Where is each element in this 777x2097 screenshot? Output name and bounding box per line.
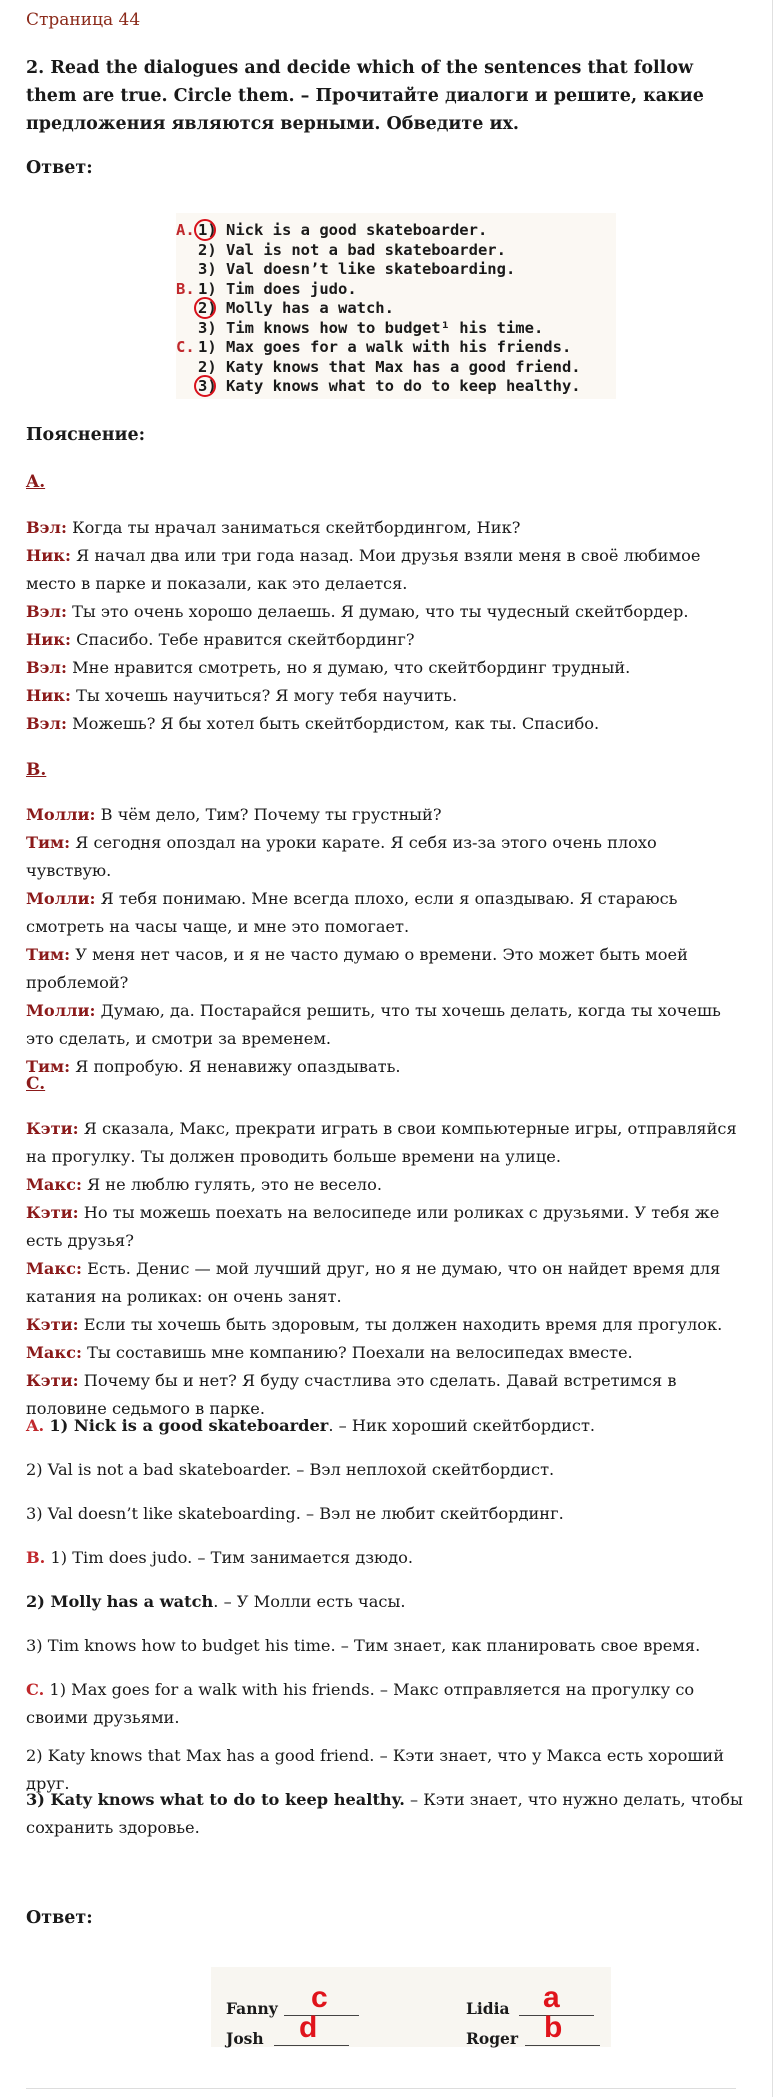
dialogue-line — [26, 682, 746, 710]
section-label-b: B. — [26, 760, 47, 780]
dialogue-text: Можешь? Я бы хотел быть скейтбордистом, как ты. Спасибо. — [66, 714, 600, 733]
exercise-number: 3) — [198, 318, 217, 337]
dialogue-text: Я сегодня опоздал на уроки карате. Я себя из-за этого очень плохо чувствую. — [26, 833, 657, 880]
dialogue-line — [26, 1053, 746, 1081]
answer-russian: – Вэл не любит скейтбординг. — [300, 1504, 564, 1523]
dialogue-b — [26, 801, 746, 1081]
answer-russian: . – Ник хороший скейтбордист. — [328, 1416, 596, 1435]
answer-russian: – Вэл неплохой скейтбордист. — [291, 1460, 555, 1479]
answer-line — [274, 2045, 349, 2046]
exercise-line — [176, 377, 581, 395]
dialogue-text: У меня нет часов, и я не часто думаю о времени. Это может быть моей проблемой? — [26, 945, 688, 992]
answer-english: 2) Val is not a bad skateboarder. — [26, 1460, 292, 1479]
exercise-letter: A. — [176, 221, 195, 239]
answer-english: 3) Katy knows what to do to keep healthy. — [26, 1790, 405, 1809]
exercise-letter: B. — [176, 279, 195, 298]
handwritten-answer-fanny: c — [311, 1981, 328, 2014]
dialogue-line — [26, 542, 746, 598]
dialogue-line — [26, 829, 746, 885]
exercise-number: 1) — [198, 338, 217, 356]
name-roger: Roger — [466, 2029, 519, 2048]
dialogue-line — [26, 1199, 746, 1255]
explanation-label: Пояснение: — [26, 425, 146, 445]
exercise-line — [176, 241, 506, 259]
speaker-name: Вэл: — [26, 658, 67, 677]
answer-circle — [194, 375, 216, 397]
speaker-name: Молли: — [26, 889, 96, 908]
answer-line — [26, 1786, 746, 1842]
answer-line — [26, 1544, 746, 1572]
name-fanny: Fanny — [226, 1999, 278, 2018]
exercise-sentence: Tim does judo. — [226, 279, 357, 298]
dialogue-text: Думаю, да. Постарайся решить, что ты хочешь делать, когда ты хочешь это сделать, и смотри за временем. — [26, 1001, 721, 1048]
answer-english: 2) Katy knows that Max has a good friend. — [26, 1746, 375, 1765]
exercise-line — [176, 319, 543, 337]
exercise-sentence: Val doesn’t like skateboarding. — [226, 260, 516, 278]
speaker-name: Вэл: — [26, 518, 67, 537]
dialogue-line — [26, 1311, 746, 1339]
answer-line — [284, 2015, 359, 2016]
speaker-name: Ник: — [26, 546, 71, 565]
speaker-name: Тим: — [26, 1057, 71, 1076]
speaker-name: Ник: — [26, 630, 71, 649]
speaker-name: Тим: — [26, 833, 71, 852]
name-josh: Josh — [226, 2029, 264, 2048]
dialogue-text: Я попробую. Я ненавижу опаздывать. — [70, 1057, 401, 1076]
exercise-line — [176, 280, 357, 298]
dialogue-text: Ты составишь мне компанию? Поехали на велосипедах вместе. — [81, 1343, 633, 1362]
dialogue-text: Я тебя понимаю. Мне всегда плохо, если я опаздываю. Я стараюсь смотреть на часы чаще, и мне это помогает. — [26, 889, 678, 936]
section-label-a: A. — [26, 472, 46, 492]
exercise-number: 3) — [198, 377, 217, 395]
exercise-line — [176, 358, 581, 376]
speaker-name: Тим: — [26, 945, 71, 964]
speaker-name: Вэл: — [26, 602, 67, 621]
exercise-line — [176, 221, 487, 239]
exercise-sentence: Nick is a good skateboarder. — [226, 221, 488, 239]
dialogue-text: Есть. Денис — мой лучший друг, но я не думаю, что он найдет время для катания на роликах: он очень занят. — [26, 1259, 721, 1306]
dialogue-line — [26, 941, 746, 997]
answer-english: 1) Tim does judo. — [50, 1548, 193, 1567]
exercise-line — [176, 338, 571, 356]
answer-letter: B. — [26, 1548, 46, 1567]
dialogue-c — [26, 1115, 746, 1423]
answer-circle — [194, 219, 216, 241]
answer-english: 2) Molly has a watch — [26, 1592, 214, 1611]
handwritten-answer-roger: b — [544, 2011, 563, 2044]
answer-line — [26, 1412, 746, 1440]
dialogue-text: Ты хочешь научиться? Я могу тебя научить. — [70, 686, 458, 705]
exercise-sentence: Tim knows how to budget¹ his time. — [226, 318, 544, 337]
bottom-divider — [26, 2088, 736, 2089]
dialogue-line — [26, 654, 746, 682]
dialogue-line — [26, 885, 746, 941]
answer-english: 1) Max goes for a walk with his friends. — [49, 1680, 375, 1699]
page-title: Страница 44 — [26, 10, 141, 30]
matching-image — [211, 1967, 611, 2047]
dialogue-text: Ты это очень хорошо делаешь. Я думаю, что ты чудесный скейтбордер. — [66, 602, 689, 621]
exercise-sentence: Molly has a watch. — [226, 299, 394, 317]
dialogue-text: В чём дело, Тим? Почему ты грустный? — [95, 805, 442, 824]
exercise-number: 2) — [198, 240, 217, 259]
answer-line — [26, 1500, 746, 1528]
handwritten-answer-lidia: a — [543, 1981, 560, 2014]
exercise-sentence: Katy knows what to do to keep healthy. — [226, 377, 581, 395]
answer-label: Ответ: — [26, 158, 93, 178]
answer-line — [26, 1456, 746, 1484]
exercise-number: 1) — [198, 221, 217, 239]
answer-english: 1) Nick is a good skateboarder — [49, 1416, 329, 1435]
dialogue-line — [26, 626, 746, 654]
exercise-number: 2) — [198, 357, 217, 376]
speaker-name: Макс: — [26, 1175, 82, 1194]
dialogue-text: Почему бы и нет? Я буду счастлива это сделать. Давай встретимся в половине седьмого в парке. — [26, 1371, 677, 1418]
dialogue-text: Спасибо. Тебе нравится скейтбординг? — [70, 630, 415, 649]
dialogue-line — [26, 710, 746, 738]
answer-russian: – Тим занимается дзюдо. — [192, 1548, 413, 1567]
dialogue-line — [26, 1255, 746, 1311]
dialogue-line — [26, 514, 746, 542]
answer-letter: C. — [26, 1680, 45, 1699]
answer-russian: – Тим знает, как планировать свое время. — [335, 1636, 701, 1655]
dialogue-line — [26, 997, 746, 1053]
speaker-name: Ник: — [26, 686, 71, 705]
dialogue-text: Когда ты нрачал заниматься скейтбордингом, Ник? — [66, 518, 521, 537]
exercise-line — [176, 260, 515, 278]
exercise-number: 2) — [198, 299, 217, 317]
dialogue-text: Я начал два или три года назад. Мои друзья взяли меня в своё любимое место в парке и показали, как это делается. — [26, 546, 701, 593]
dialogue-a — [26, 514, 746, 738]
answer-label-2: Ответ: — [26, 1908, 93, 1928]
speaker-name: Макс: — [26, 1343, 82, 1362]
exercise-sentence: Max goes for a walk with his friends. — [226, 338, 572, 356]
answer-letter: A. — [26, 1416, 45, 1435]
answer-russian: – Кэти знает, что нужно делать, чтобы сохранить здоровье. — [26, 1790, 743, 1837]
answer-english: 3) Tim knows how to budget his time. — [26, 1636, 336, 1655]
answer-russian: . – У Молли есть часы. — [213, 1592, 406, 1611]
answer-line — [26, 1632, 746, 1660]
speaker-name: Макс: — [26, 1259, 82, 1278]
dialogue-text: Но ты можешь поехать на велосипеде или роликах с друзьями. У тебя же есть друзья? — [26, 1203, 720, 1250]
section-label-c: C. — [26, 1074, 46, 1094]
dialogue-line — [26, 598, 746, 626]
handwritten-answer-josh: d — [299, 2011, 318, 2044]
task-text: 2. Read the dialogues and decide which of the sentences that follow them are true. Circle them. – Прочитайте диалоги и решите, какие предложения являются верными. Обведите их. — [26, 58, 704, 134]
answer-russian: – Макс отправляется на прогулку со своими друзьями. — [26, 1680, 695, 1727]
speaker-name: Кэти: — [26, 1203, 79, 1222]
dialogue-text: Я сказала, Макс, прекрати играть в свои компьютерные игры, отправляйся на прогулку. Ты должен проводить больше времени на улице. — [26, 1119, 737, 1166]
dialogue-line — [26, 801, 746, 829]
speaker-name: Кэти: — [26, 1119, 79, 1138]
dialogue-text: Мне нравится смотреть, но я думаю, что скейтбординг трудный. — [66, 658, 631, 677]
exercise-letter: C. — [176, 338, 195, 356]
speaker-name: Молли: — [26, 805, 96, 824]
answer-russian: – Кэти знает, что у Макса есть хороший друг. — [26, 1746, 724, 1793]
speaker-name: Кэти: — [26, 1315, 79, 1334]
answer-line — [525, 2045, 600, 2046]
answer-line — [26, 1676, 746, 1732]
dialogue-line — [26, 1171, 746, 1199]
answer-line — [26, 1588, 746, 1616]
answer-english: 3) Val doesn’t like skateboarding. — [26, 1504, 301, 1523]
speaker-name: Молли: — [26, 1001, 96, 1020]
exercise-image — [176, 213, 616, 399]
dialogue-text: Если ты хочешь быть здоровым, ты должен находить время для прогулок. — [78, 1315, 723, 1334]
speaker-name: Вэл: — [26, 714, 67, 733]
exercise-number: 1) — [198, 279, 217, 298]
dialogue-line — [26, 1339, 746, 1367]
dialogue-text: Я не люблю гулять, это не весело. — [81, 1175, 382, 1194]
answer-circle — [194, 297, 216, 319]
name-lidia: Lidia — [466, 1999, 510, 2018]
dialogue-line — [26, 1115, 746, 1171]
exercise-number: 3) — [198, 260, 217, 278]
exercise-sentence: Katy knows that Max has a good friend. — [226, 357, 581, 376]
exercise-sentence: Val is not a bad skateboarder. — [226, 240, 506, 259]
speaker-name: Кэти: — [26, 1371, 79, 1390]
